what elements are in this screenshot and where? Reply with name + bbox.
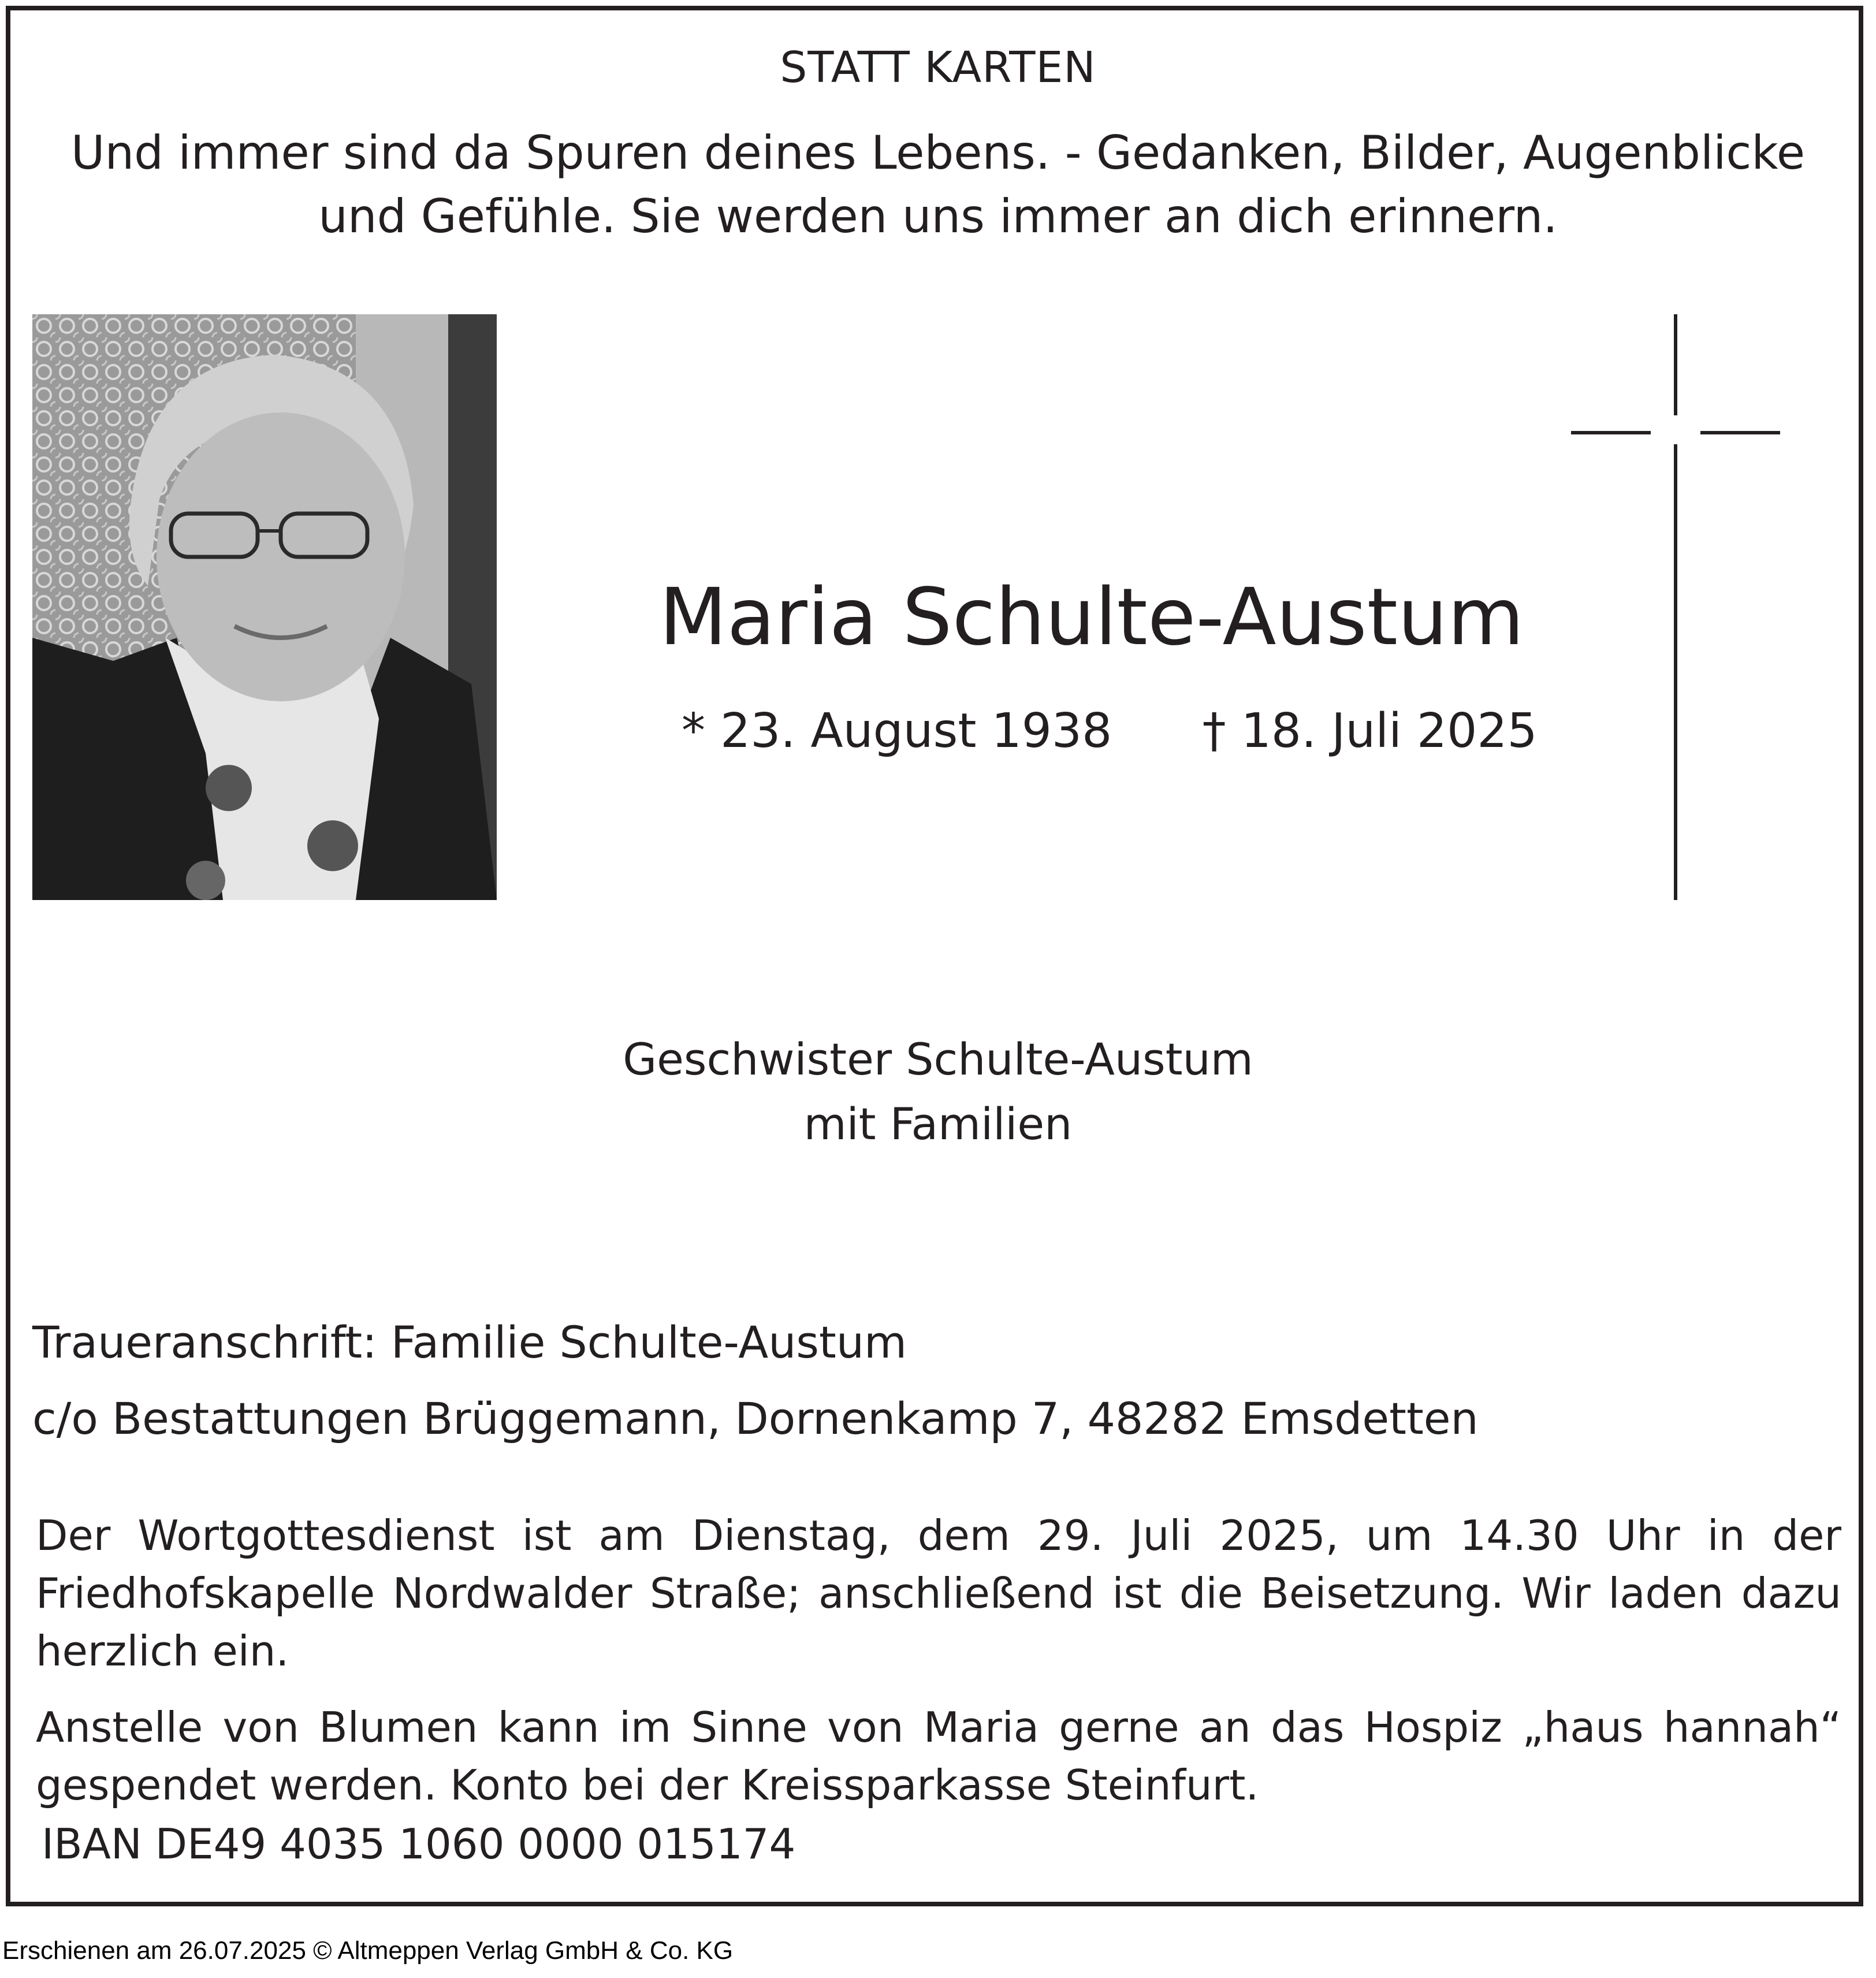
cross-icon	[1565, 314, 1785, 900]
donation-iban: IBAN DE49 4035 1060 0000 015174	[42, 1820, 796, 1868]
service-announcement: Der Wortgottesdienst ist am Dienstag, dem 29. Juli 2025, um 14.30 Uhr in der Friedhofskapelle Nordwalder Straße; anschließend ist die Beisetzung. Wir laden dazu herzlich ein.	[36, 1511, 1841, 1675]
memorial-verse	[0, 121, 1876, 248]
portrait-photo	[32, 314, 497, 900]
birth-date: * 23. August 1938	[682, 704, 1112, 759]
mourners-line-1: Geschwister Schulte-Austum	[623, 1033, 1253, 1085]
address-line-1: Traueranschrift: Familie Schulte-Austum	[32, 1317, 907, 1368]
publication-footer: Erschienen am 26.07.2025 © Altmeppen Verlag GmbH & Co. KG	[2, 1936, 734, 1965]
deceased-name: Maria Schulte-Austum	[659, 572, 1524, 663]
mourners-line-2: mit Familien	[803, 1098, 1073, 1150]
address-line-2: c/o Bestattungen Brüggemann, Dornenkamp 7, 48282 Emsdetten	[32, 1393, 1479, 1444]
mourners	[0, 1027, 1876, 1157]
statt-karten-heading: STATT KARTEN	[780, 43, 1096, 92]
condolence-address	[32, 1304, 1479, 1457]
verse-line-1: Und immer sind da Spuren deines Lebens. - Gedanken, Bilder, Augenblicke	[70, 126, 1806, 180]
verse-line-2: und Gefühle. Sie werden uns immer an dich erinnern.	[318, 189, 1558, 243]
life-dates	[682, 704, 1538, 759]
donation-request: Anstelle von Blumen kann im Sinne von Maria gerne an das Hospiz „haus hannah“ gespendet werden. Konto bei der Kreissparkasse Steinfurt.	[36, 1703, 1841, 1809]
death-date: † 18. Juli 2025	[1202, 704, 1538, 759]
